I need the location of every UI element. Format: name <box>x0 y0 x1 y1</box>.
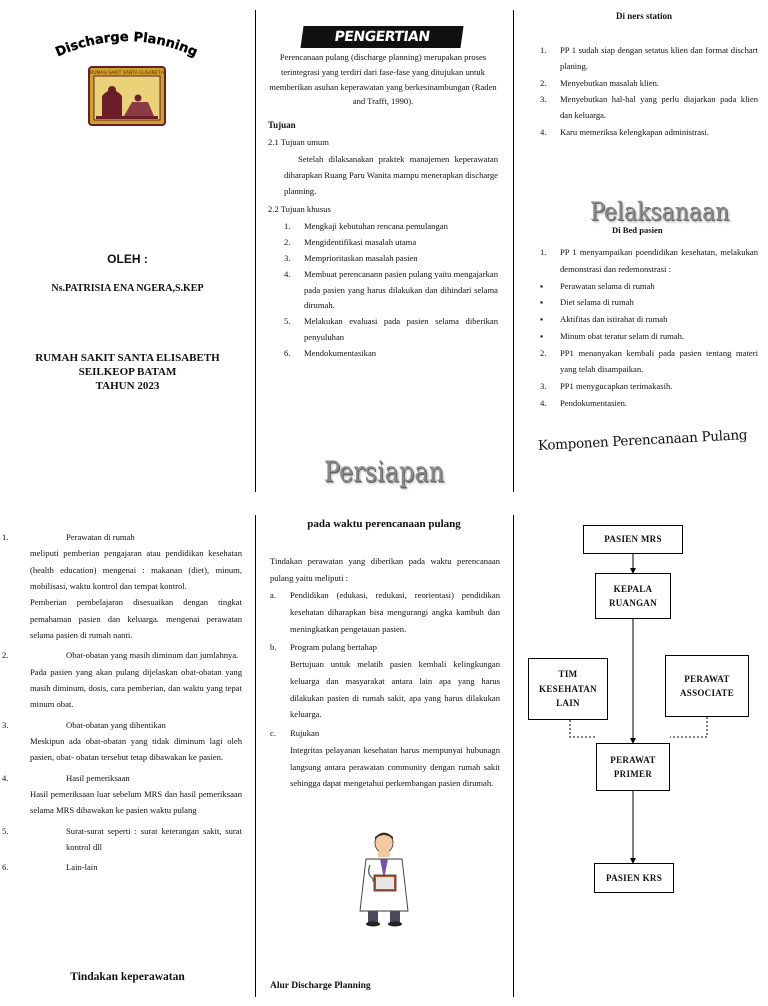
bed-pasien-list <box>540 244 758 412</box>
list-number: 3. <box>284 252 291 263</box>
list-text: Mengidentifikasi masalah utama <box>304 236 417 247</box>
hospital-logo <box>88 66 166 126</box>
panel-komponen <box>0 515 255 1006</box>
alur-footer: Alur Discharge Planning <box>270 981 371 991</box>
list-number: 4. <box>540 397 547 408</box>
author-name: Ns.PATRISIA ENA NGERA,S.KEP <box>51 283 204 294</box>
flow-perawat-associate: PERAWAT ASSOCIATE <box>665 655 749 717</box>
list-item <box>540 395 758 412</box>
tujuan-umum-label: 2.1 Tujuan umum <box>268 137 329 147</box>
list-number: 1. <box>540 247 547 257</box>
komponen-item <box>2 647 242 663</box>
list-text: Melakukan evaluasi pada pasien selama diberikan penyuluhan <box>304 316 498 343</box>
komponen-title: Hasil pemeriksaan <box>66 772 130 783</box>
pelaksanaan-wordart: Pelaksanaan <box>590 198 730 227</box>
oleh-label: OLEH : <box>107 252 148 266</box>
list-text: Karu memeriksa kelengkapan administrasi. <box>560 126 709 137</box>
komponen-paragraph: Pemberian pembelajaran disesuaikan dengan tingkat pemahaman pasien dan keluarga. mengenai perawatan selama pasien di rumah nanti. <box>30 597 242 640</box>
divider-left-bottom <box>255 515 256 997</box>
list-text: Mendokumentasikan <box>304 348 377 359</box>
list-text: Menyebutkan masalah klien. <box>560 77 660 88</box>
komponen-paragraph: Hasil pemeriksaan luar sebelum MRS dan hasil pemeriksaan selama MRS dibawakan ke pasien waktu pulang <box>30 788 242 816</box>
komponen-item <box>2 529 242 545</box>
svg-text:Discharge Planning: Discharge Planning <box>53 29 200 61</box>
list-item <box>540 294 758 311</box>
list-number: 3. <box>540 381 547 391</box>
definition-text: Perencanaan pulang (discharge planning) merupakan proses terintegrasi yang terdiri dari fase-fase yang ditujukan untuk memberikan asuhan keperawatan yang berkesinambungan (Raden and Trafft, 1990). <box>269 52 497 107</box>
ners-station-list <box>540 42 758 140</box>
list-number: 6. <box>284 348 291 359</box>
tindakan-item <box>270 587 500 637</box>
list-item <box>540 42 758 75</box>
list-item <box>284 235 498 251</box>
komponen-title: Obat-obatan yang masih diminum dan jumlahnya. <box>66 650 239 661</box>
tindakan-item <box>270 725 500 742</box>
flow-pasien-mrs: PASIEN MRS <box>583 525 683 554</box>
divider-right-bottom <box>513 515 514 997</box>
komponen-number: 4. <box>2 772 9 783</box>
institution-line2: SEILKEOP BATAM <box>78 366 177 378</box>
list-text: PP 1 menyampaikan poendidikan kesehatan, melakukan demonstrasi dan redemonstrasi : <box>560 247 758 274</box>
svg-text:RUMAH SAKIT SANTA ELISABETH: RUMAH SAKIT SANTA ELISABETH <box>90 71 164 76</box>
tujuan-khusus-label: 2.2 Tujuan khusus <box>268 204 331 214</box>
list-number: 4. <box>540 126 547 137</box>
list-text: Mengkaji kebutuhan rencana pemulangan <box>304 221 448 231</box>
tujuan-khusus-list <box>284 219 498 362</box>
tindakan-title: Pendidikan (edukasi, redukasi, reorientasi) pendidikan kesehatan diharapkan bisa mengurangi angka kambuh dan meningkatkan pengetauan pasien. <box>290 590 500 634</box>
list-item <box>284 267 498 315</box>
komponen-title: Perawatan di rumah <box>66 532 135 542</box>
komponen-list <box>2 529 242 876</box>
tindakan-letter: c. <box>270 728 276 738</box>
komponen-title: Obat-obatan yang dihentikan <box>66 719 166 730</box>
list-text: Pendokumentasien. <box>560 397 628 408</box>
komponen-number: 5. <box>2 825 9 836</box>
list-text: Menyebutkan hal-hal yang perlu diajarkan pada klien dan keluarga. <box>560 93 758 121</box>
list-item <box>284 219 498 235</box>
tindakan-title: Rujukan <box>290 728 320 738</box>
list-number: 5. <box>284 316 291 327</box>
tindakan-footer: Tindakan keperawatan <box>70 971 185 983</box>
panel-flowchart <box>520 515 768 1006</box>
list-item <box>540 378 758 395</box>
panel-pelaksanaan <box>520 0 768 500</box>
komponen-number: 1. <box>2 532 9 542</box>
komponen-wordart: Komponen Perencanaan Pulang <box>537 427 748 454</box>
list-item <box>284 346 498 362</box>
list-item <box>540 124 758 140</box>
tindakan-intro: Tindakan perawatan yang diberikan pada waktu perencanaan pulang yaitu meliputi : <box>270 556 500 583</box>
list-number: 2. <box>540 347 547 358</box>
panel-tindakan <box>262 515 506 1006</box>
komponen-item <box>2 717 242 733</box>
tindakan-heading: pada waktu perencanaan pulang <box>307 518 461 530</box>
flow-pasien-krs: PASIEN KRS <box>594 863 674 893</box>
komponen-paragraph: Meskipun ada obat-obatan yang tidak diminum lagi oleh pasien, obat- obatan tersebut tetap dibawakan ke pasien. <box>30 735 242 763</box>
komponen-title: Lain-lain <box>66 862 98 873</box>
flow-kepala-ruangan: KEPALA RUANGAN <box>595 573 671 619</box>
list-number: ▪ <box>540 330 544 341</box>
list-text: PP1 menanyakan kembali pada pasien tentang materi yang telah disampaikan. <box>560 347 758 375</box>
tindakan-item <box>270 639 500 656</box>
komponen-item <box>2 823 242 856</box>
persiapan-wordart: Persiapan <box>323 455 445 489</box>
flow-tim-kesehatan: TIM KESEHATAN LAIN <box>528 658 608 720</box>
list-number: 3. <box>540 93 547 104</box>
list-text: Minum obat teratur selam di rumah. <box>560 330 685 341</box>
list-number: ▪ <box>540 314 544 324</box>
list-item <box>540 311 758 328</box>
institution-line1: RUMAH SAKIT SANTA ELISABETH <box>35 352 220 364</box>
pengertian-heading: PENGERTIAN <box>300 26 463 48</box>
tindakan-letter: a. <box>270 590 276 600</box>
list-item <box>540 75 758 91</box>
tindakan-letter: b. <box>270 642 277 653</box>
list-item <box>284 314 498 346</box>
list-item <box>540 244 758 278</box>
list-number: 1. <box>284 221 291 231</box>
list-number: ▪ <box>540 297 544 308</box>
list-number: ▪ <box>540 280 544 291</box>
divider-left-top <box>255 10 256 492</box>
bed-pasien-heading: Di Bed pasien <box>612 225 663 235</box>
tindakan-list <box>270 587 500 792</box>
tindakan-text: Integritas pelayanan kesehatan harus mempunyai hubunagn langsung antara perawatan community dengan rumah sakit sehingga dapat mengetahui perkembangan pasien dirumah. <box>290 744 500 789</box>
doctor-illustration <box>348 831 420 927</box>
list-item <box>284 251 498 267</box>
komponen-number: 6. <box>2 862 9 873</box>
list-text: Memprioritaskan masalah pasien <box>304 252 418 263</box>
list-text: PP1 menygucapkan terimakasih. <box>560 381 673 391</box>
ners-station-heading: Di ners station <box>616 11 672 21</box>
komponen-item <box>2 770 242 786</box>
komponen-number: 2. <box>2 650 9 661</box>
komponen-title: Surat-surat seperti : surat keterangan sakit, surat kontrol dll <box>66 825 242 852</box>
list-item <box>540 345 758 379</box>
list-item <box>540 278 758 295</box>
tindakan-text: Bertujuan untuk melatih pasien kembali kelingkungan keluarga dan masyarakat antara lain apa yang harus dilakukan pasien di rumah sakit, apa yang harus dilakukan keluarga. <box>290 659 500 720</box>
komponen-paragraph: meliputi pemberian pengajaran atau pendidikan kesehatan (health education) mengenai : makanan (diet), minum, mobilisasi, waktu kontrol dan tempat kontrol. <box>30 548 242 591</box>
list-number: 4. <box>284 268 291 279</box>
list-text: PP 1 sudah siap dengan setatus klien dan format dischart planing. <box>560 45 758 72</box>
institution-line3: TAHUN 2023 <box>95 380 160 392</box>
tindakan-title: Program pulang bertahap <box>290 642 377 653</box>
list-number: 2. <box>540 77 547 88</box>
flow-perawat-primer: PERAWAT PRIMER <box>596 743 670 791</box>
list-text: Membuat perencanann pasien pulang yaitu mengajarkan pada pasien yang harus dilakukan dan dihindari selama dirumah. <box>304 268 499 311</box>
list-item <box>540 91 758 124</box>
tujuan-umum-text: Setelah dilaksanakan praktek manajemen keperawatan diharapkan Ruang Paru Wanita mampu menerapkan discharge planning. <box>284 154 498 196</box>
list-number: 1. <box>540 45 547 55</box>
tujuan-label: Tujuan <box>268 120 296 130</box>
list-text: Perawatan selama di rumah <box>560 280 655 291</box>
list-text: Aktifitas dan istirahat di rumah <box>560 314 668 324</box>
panel-cover <box>0 0 255 500</box>
list-text: Diet selama di rumah <box>560 297 634 308</box>
list-number: 2. <box>284 236 291 247</box>
komponen-paragraph: Pada pasien yang akan pulang dijelaskan obat-obatan yang masih diminum, dosis, cara pemberian, dan waktu yang tepat minum obat. <box>30 666 242 710</box>
divider-right-top <box>513 10 514 492</box>
list-item <box>540 328 758 345</box>
panel-pengertian <box>262 0 506 500</box>
komponen-item <box>2 859 242 875</box>
komponen-number: 3. <box>2 719 9 730</box>
